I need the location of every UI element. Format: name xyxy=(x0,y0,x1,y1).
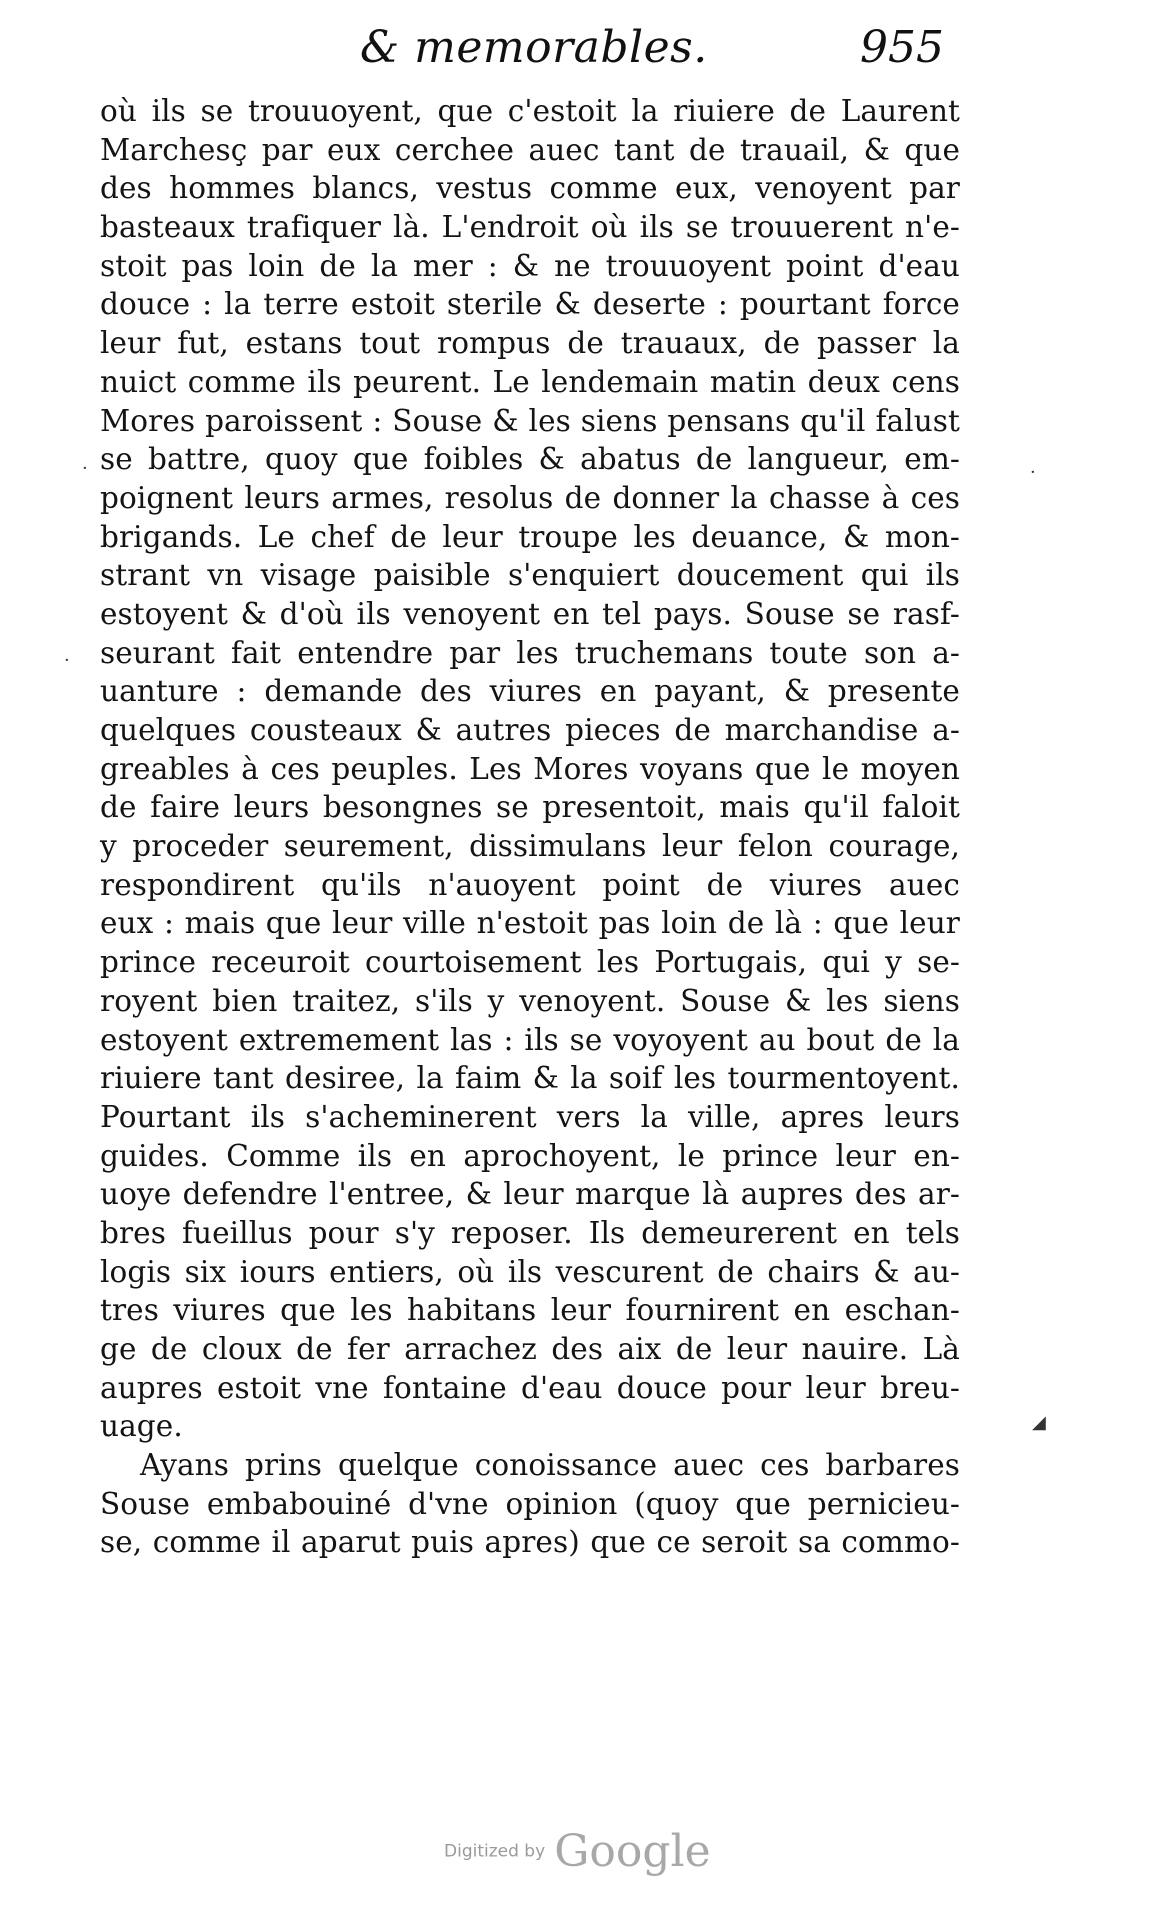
text-line: eux : mais que leur ville n'estoit pas loin de là : que leur xyxy=(100,906,960,941)
text-line: aupres estoit vne fontaine d'eau douce pour leur breu- xyxy=(100,1370,960,1405)
google-logo: Google xyxy=(554,1826,711,1877)
text-line: leur fut, estans tout rompus de trauaux, de passer la xyxy=(100,326,960,361)
text-line: logis six iours entiers, où ils vescurent de chairs & au- xyxy=(100,1254,960,1289)
body-text xyxy=(100,92,960,1562)
text-line: quelques cousteaux & autres pieces de marchandise a- xyxy=(100,713,960,747)
text-line: des hommes blancs, vestus comme eux, venoyent par xyxy=(100,171,960,206)
text-line: uage. xyxy=(100,1409,183,1444)
digitized-by-label: Digitized by xyxy=(444,1841,546,1862)
text-line: bres fueillus pour s'y reposer. Ils demeurerent en tels xyxy=(100,1215,960,1250)
running-title: & memorables. xyxy=(360,22,708,73)
text-line: uanture : demande des viures en payant, & presente xyxy=(100,674,960,709)
text-line: stoit pas loin de la mer : & ne trouuoyent point d'eau xyxy=(100,248,960,283)
text-line: Mores paroissent : Souse & les siens pensans qu'il falust xyxy=(100,403,960,438)
text-line: guides. Comme ils en aprochoyent, le prince leur en- xyxy=(100,1138,960,1173)
text-line: y proceder seurement, dissimulans leur felon courage, xyxy=(100,829,960,864)
text-line: tres viures que les habitans leur fournirent en eschan- xyxy=(100,1293,960,1328)
text-line: Ayans prins quelque conoissance auec ces barbares xyxy=(140,1448,960,1483)
text-line: estoyent extremement las : ils se voyoyent au bout de la xyxy=(100,1022,960,1057)
text-line: seurant fait entendre par les truchemans toute son a- xyxy=(100,635,960,670)
text-line: douce : la terre estoit sterile & deserte : pourtant force xyxy=(100,287,960,322)
text-line: royent bien traitez, s'ils y venoyent. Souse & les siens xyxy=(100,983,960,1018)
text-line: où ils se trouuoyent, que c'estoit la riuiere de Laurent xyxy=(100,94,960,128)
digitization-credit xyxy=(444,1826,711,1877)
text-line: respondirent qu'ils n'auoyent point de viures auec xyxy=(100,867,960,902)
margin-dot: · xyxy=(64,650,70,671)
text-line: uoye defendre l'entree, & leur marque là aupres des ar- xyxy=(100,1177,960,1212)
text-line: prince receuroit courtoisement les Portugais, qui y se- xyxy=(100,945,960,980)
text-line: Marchesç par eux cerchee auec tant de trauail, & que xyxy=(100,132,960,167)
text-line: Souse embabouiné d'vne opinion (quoy que pernicieu- xyxy=(100,1486,960,1521)
margin-dot: · xyxy=(1030,462,1036,483)
text-line: brigands. Le chef de leur troupe les deuance, & mon- xyxy=(100,519,960,554)
text-line: Pourtant ils s'acheminerent vers la ville, apres leurs xyxy=(100,1099,960,1134)
text-line: poignent leurs armes, resolus de donner la chasse à ces xyxy=(100,480,960,515)
text-line: nuict comme ils peurent. Le lendemain matin deux cens xyxy=(100,364,960,399)
text-line: se, comme il aparut puis apres) que ce seroit sa commo- xyxy=(100,1525,960,1560)
text-line: ge de cloux de fer arrachez des aix de leur nauire. Là xyxy=(100,1332,960,1366)
text-line: se battre, quoy que foibles & abatus de langueur, em- xyxy=(100,442,960,477)
ink-mark: ◢ xyxy=(1032,1412,1046,1433)
text-line: greables à ces peuples. Les Mores voyans que le moyen xyxy=(100,751,960,786)
text-line: de faire leurs besongnes se presentoit, mais qu'il faloit xyxy=(100,790,960,825)
page-number: 955 xyxy=(860,22,944,73)
margin-dot: · xyxy=(82,458,88,479)
text-line: estoyent & d'où ils venoyent en tel pays. Souse se rasf- xyxy=(100,596,960,631)
text-line: riuiere tant desiree, la faim & la soif les tourmentoyent. xyxy=(100,1061,960,1096)
text-line: strant vn visage paisible s'enquiert doucement qui ils xyxy=(100,558,960,593)
text-line: basteaux trafiquer là. L'endroit où ils se trouuerent n'e- xyxy=(100,210,960,245)
